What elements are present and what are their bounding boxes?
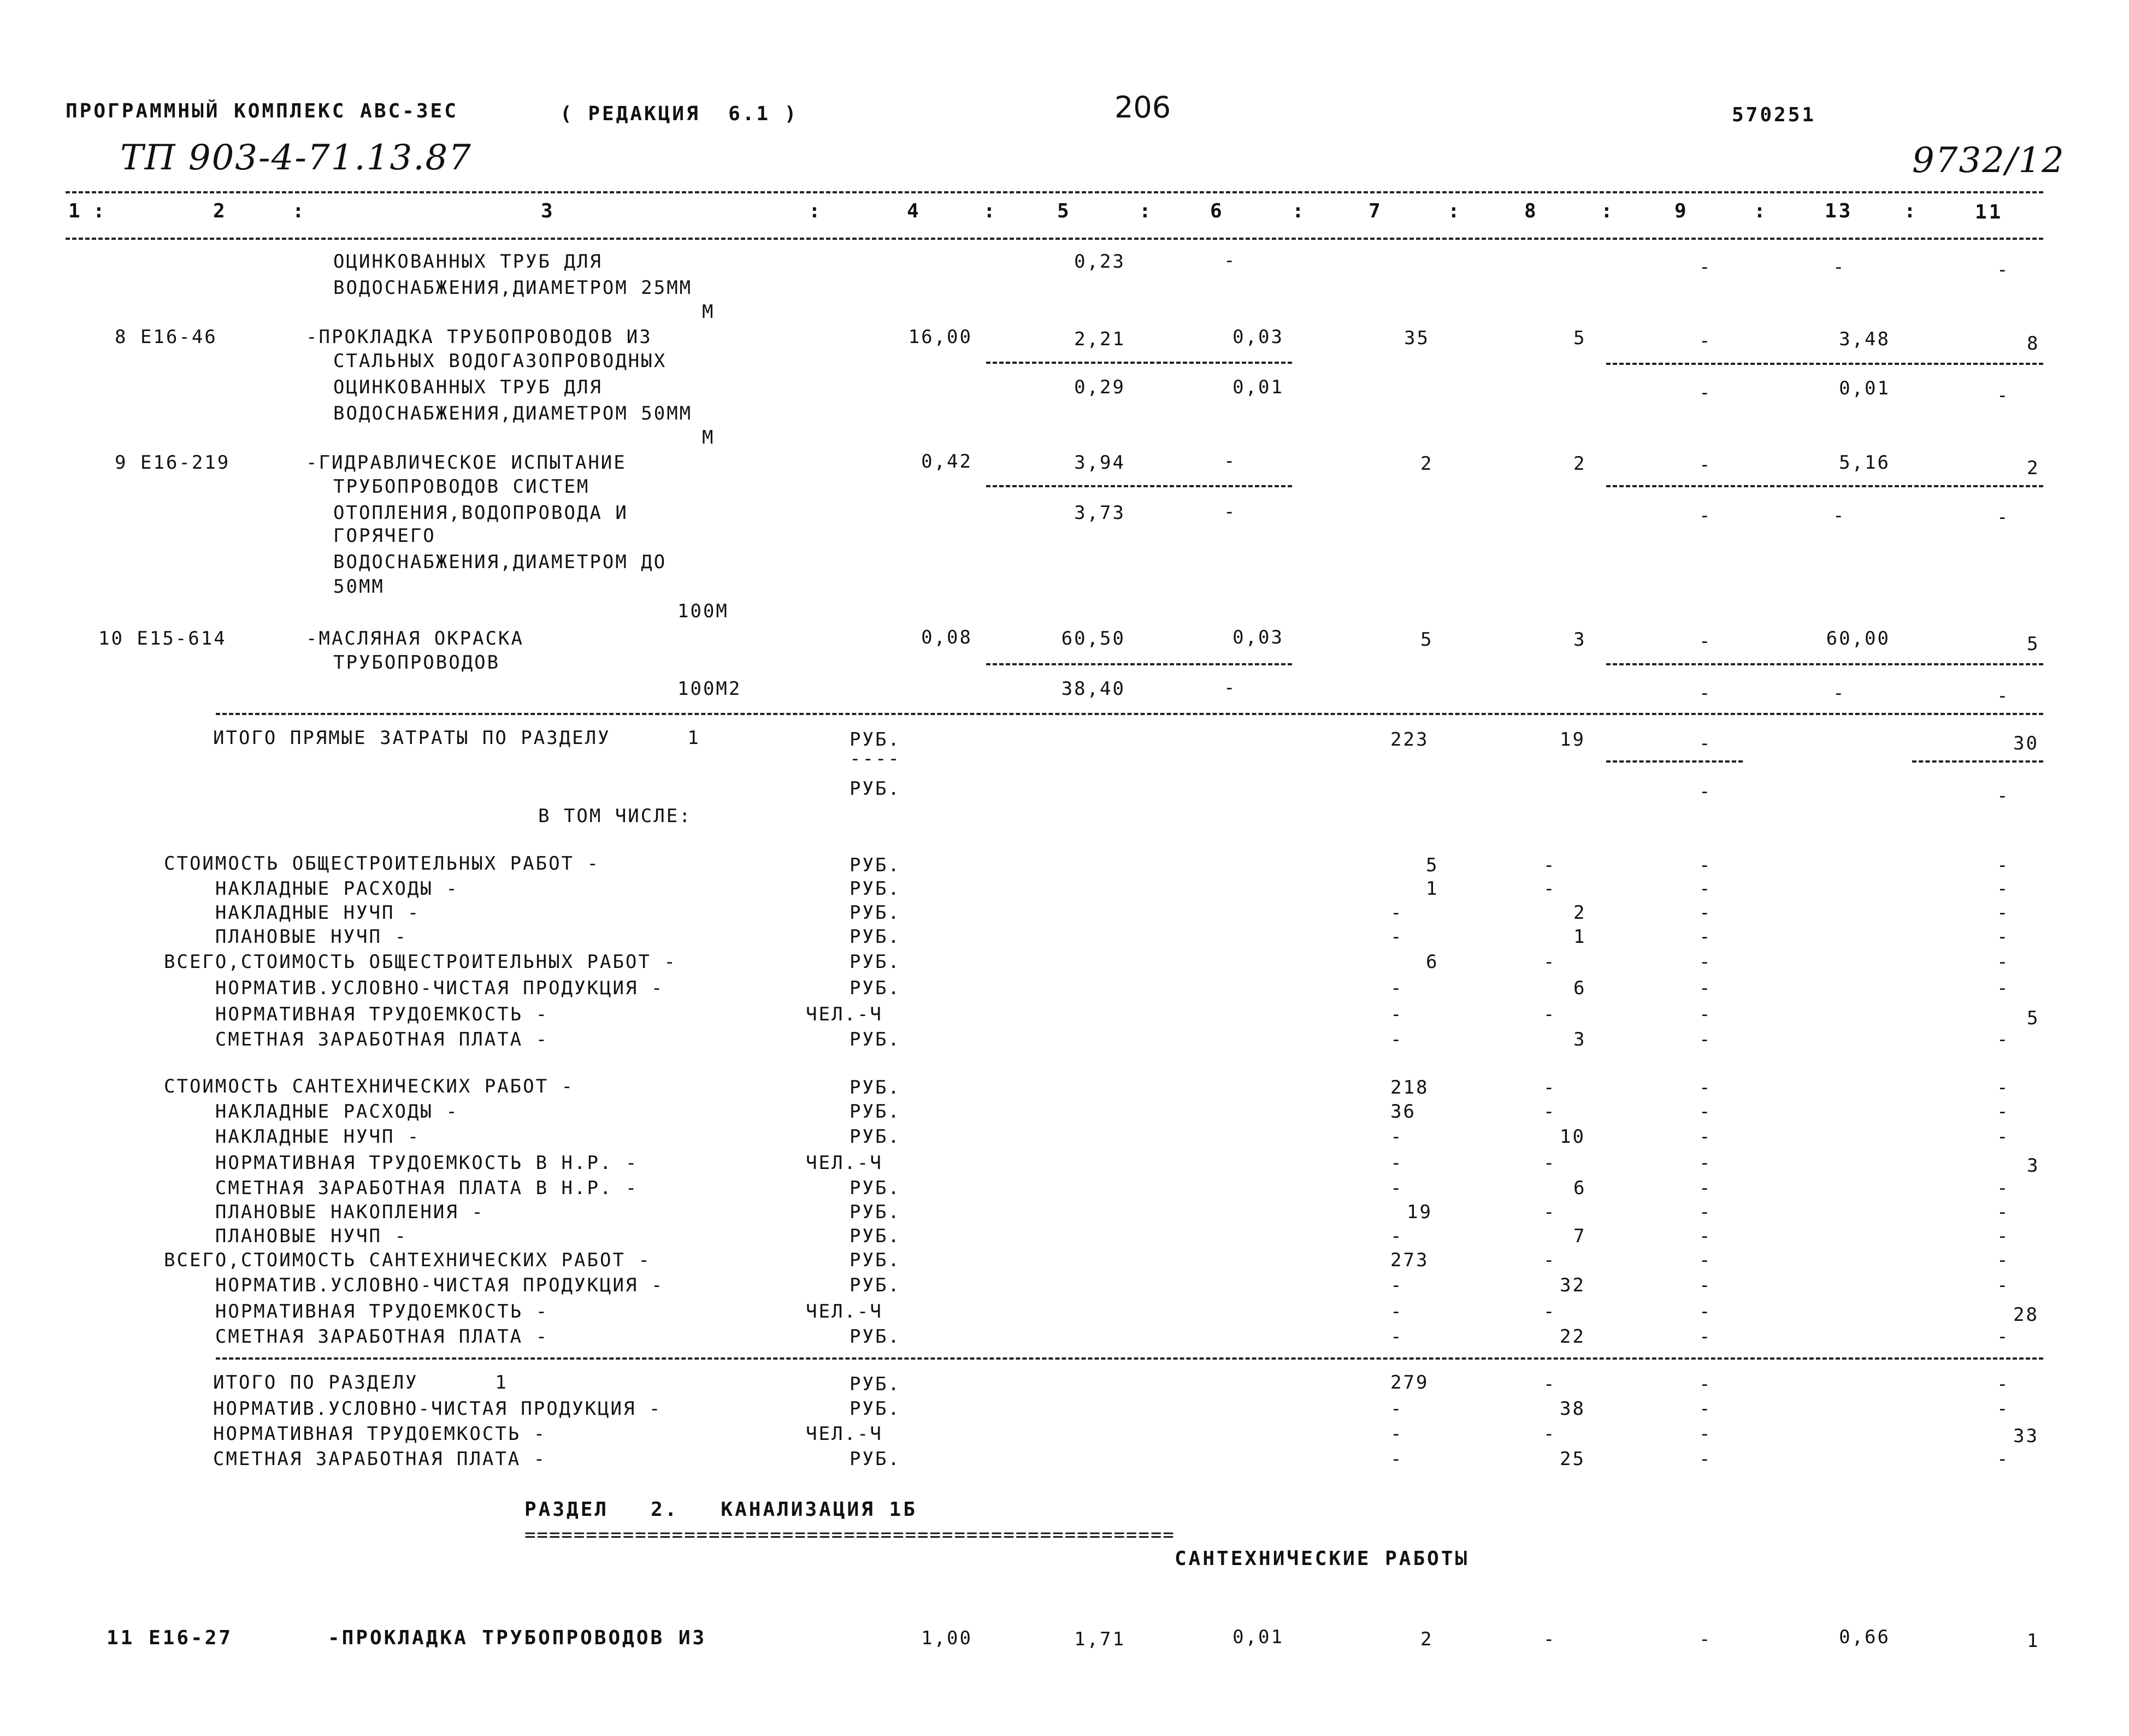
cell-c8: - [1543, 854, 1556, 876]
section-divider [216, 713, 2043, 715]
cell-c11: - [1997, 785, 2010, 807]
including-label: В ТОМ ЧИСЛЕ: [538, 805, 692, 827]
cell-c9: - [1699, 1101, 1712, 1123]
subrow-divider [1606, 363, 2043, 365]
cell-c11: - [1997, 385, 2010, 406]
cell-c7: - [1390, 926, 1403, 948]
cell-c8: 5 [1573, 327, 1587, 349]
item-label: НАКЛАДНЫЕ НУЧП - [164, 902, 421, 924]
cell-c11: - [1997, 685, 2010, 707]
cell-c9: - [1699, 1225, 1712, 1247]
doc-id-handwritten: ТП 903-4-71.13.87 [120, 138, 472, 178]
cell-c11: 8 [2027, 333, 2040, 355]
col-6: 6 [1210, 200, 1224, 222]
cell-c7: 1 [1426, 878, 1439, 900]
cell-c11: 5 [2027, 1007, 2040, 1029]
cell-c11: - [1997, 1373, 2010, 1395]
cell-c11: - [1997, 1101, 2010, 1123]
cell-c8: - [1543, 1201, 1556, 1223]
cell-c8: 22 [1560, 1326, 1585, 1348]
item-unit: ЧЕЛ.-Ч [806, 1152, 883, 1174]
col-sep: : [93, 200, 107, 222]
item-unit: РУБ. [850, 1274, 901, 1296]
cell-c9: - [1699, 854, 1712, 876]
cell-c11: - [1997, 1077, 2010, 1099]
item-label: НАКЛАДНЫЕ НУЧП - [164, 1126, 421, 1148]
cell-c5: 3,94 [1074, 452, 1125, 474]
row-desc: -ГИДРАВЛИЧЕСКОЕ ИСПЫТАНИЕ [306, 452, 627, 474]
cell-c11: 28 [2013, 1304, 2039, 1326]
cell-c8: 38 [1560, 1398, 1585, 1420]
cell-c11: - [1997, 926, 2010, 948]
cell-c7: 19 [1407, 1201, 1432, 1223]
subrow-divider [986, 663, 1292, 665]
cell-c9: - [1699, 1249, 1712, 1271]
cell-c7: - [1390, 1326, 1403, 1348]
cell-c10: 0,66 [1839, 1626, 1890, 1648]
row-number: 8 Е16-46 [115, 326, 217, 348]
col-11: 11 [1975, 201, 2003, 223]
item-unit: ЧЕЛ.-Ч [806, 1423, 883, 1445]
cell-c6: 0,01 [1232, 1626, 1284, 1648]
item-unit: РУБ. [850, 1448, 901, 1470]
cell-c7: - [1390, 1177, 1403, 1199]
cell-c7: 6 [1426, 951, 1439, 973]
cell-c9: - [1699, 1177, 1712, 1199]
item-label: НОРМАТИВНАЯ ТРУДОЕМКОСТЬ - [164, 1003, 549, 1025]
cell-c11: - [1997, 1249, 2010, 1271]
col-sep: : [1139, 200, 1153, 222]
cell-c8: 1 [1573, 926, 1587, 948]
cell-c8: 6 [1573, 977, 1587, 999]
cell-c6: 0,03 [1232, 326, 1284, 348]
cell-c10: - [1833, 256, 1846, 278]
cell-c5: 2,21 [1074, 328, 1125, 350]
item-unit: РУБ. [850, 926, 901, 948]
subrow-divider [1606, 663, 2043, 665]
item-label: НОРМАТИВ.УСЛОВНО-ЧИСТАЯ ПРОДУКЦИЯ - [164, 977, 664, 999]
item-unit: РУБ. [850, 977, 901, 999]
cell-c8: 3 [1573, 629, 1587, 651]
col-sep: : [1601, 200, 1615, 222]
row-desc: ВОДОСНАБЖЕНИЯ,ДИАМЕТРОМ ДО [333, 551, 667, 573]
cell-c7: - [1390, 1301, 1403, 1322]
cell-c8: - [1543, 1628, 1556, 1650]
item-unit: РУБ. [850, 1077, 901, 1099]
cell-c9: - [1699, 902, 1712, 924]
cell-c11: - [1997, 506, 2010, 528]
unit-label: РУБ. [850, 729, 901, 751]
cell-c7: - [1390, 1274, 1403, 1296]
cell-c9: - [1699, 951, 1712, 973]
cell-c7: 35 [1404, 327, 1430, 349]
cell-c7: 2 [1420, 1628, 1434, 1650]
cell-c9: - [1699, 505, 1712, 527]
cell-c11: - [1997, 854, 2010, 876]
cell-c11: 1 [2027, 1630, 2040, 1652]
cell-c4: 0,42 [921, 451, 972, 473]
cell-c8: - [1543, 1077, 1556, 1099]
cell-c11: - [1997, 1029, 2010, 1050]
header-separator [66, 238, 2043, 240]
cell-c5: 38,40 [1061, 678, 1125, 700]
section-divider [216, 1357, 2043, 1360]
cell-c11: - [1997, 1398, 2010, 1420]
col-3: 3 [541, 200, 555, 222]
cell-c7: - [1390, 1152, 1403, 1174]
row-desc: ВОДОСНАБЖЕНИЯ,ДИАМЕТРОМ 25ММ [333, 277, 693, 299]
edition-label: ( РЕДАКЦИЯ 6.1 ) [560, 103, 799, 125]
col-1: 1 [68, 200, 82, 222]
item-unit: РУБ. [850, 1201, 901, 1223]
item-label: НОРМАТИВНАЯ ТРУДОЕМКОСТЬ - [164, 1301, 549, 1322]
row-desc: -ПРОКЛАДКА ТРУБОПРОВОДОВ ИЗ [306, 326, 652, 348]
cell-c11: 30 [2013, 733, 2039, 754]
item-label: СМЕТНАЯ ЗАРАБОТНАЯ ПЛАТА В Н.Р. - [164, 1177, 639, 1199]
cell-c10: - [1833, 682, 1846, 704]
cell-c8: - [1543, 1423, 1556, 1445]
cell-c9: - [1699, 1274, 1712, 1296]
cell-c6: - [1224, 450, 1237, 472]
item-label: ВСЕГО,СТОИМОСТЬ ОБЩЕСТРОИТЕЛЬНЫХ РАБОТ - [164, 951, 677, 973]
col-2: 2 [213, 200, 227, 222]
item-unit: РУБ. [850, 854, 901, 876]
cell-c8: - [1543, 951, 1556, 973]
cell-c5: 3,73 [1074, 502, 1125, 524]
cell-c11: - [1997, 902, 2010, 924]
cell-c9: - [1699, 1373, 1712, 1395]
col-sep: : [1292, 200, 1306, 222]
cell-c5: 0,29 [1074, 376, 1125, 398]
cell-c8: 7 [1573, 1225, 1587, 1247]
cell-c8: - [1543, 1003, 1556, 1025]
cell-c9: - [1699, 682, 1712, 704]
row-desc: -МАСЛЯНАЯ ОКРАСКА [306, 628, 524, 649]
cell-c11: - [1997, 259, 2010, 281]
item-unit: РУБ. [850, 878, 901, 900]
cell-c9: - [1699, 1326, 1712, 1348]
cell-c10: 3,48 [1839, 328, 1890, 350]
item-unit: РУБ. [850, 1249, 901, 1271]
cell-c8: 3 [1573, 1029, 1587, 1050]
inventory-handwritten: 9732/12 [1912, 140, 2065, 181]
cell-c7: - [1390, 1423, 1403, 1445]
item-unit: РУБ. [850, 1126, 901, 1148]
title-underline [66, 191, 2043, 193]
subrow-divider [1912, 760, 2043, 763]
row-desc: ОЦИНКОВАННЫХ ТРУБ ДЛЯ [333, 251, 603, 273]
cell-c8: - [1543, 1373, 1556, 1395]
cell-c6: - [1224, 677, 1237, 699]
cell-c9: - [1699, 1301, 1712, 1322]
item-label: СМЕТНАЯ ЗАРАБОТНАЯ ПЛАТА - [164, 1326, 549, 1348]
cell-c11: - [1997, 1177, 2010, 1199]
cell-c7: - [1390, 1126, 1403, 1148]
col-7: 7 [1369, 200, 1383, 222]
item-unit: ЧЕЛ.-Ч [806, 1301, 883, 1322]
subrow-divider [986, 485, 1292, 487]
cell-c9: - [1699, 1152, 1712, 1174]
cell-c8: - [1543, 1152, 1556, 1174]
cell-c9: - [1699, 878, 1712, 900]
unit-dash: ---- [850, 748, 901, 770]
cell-c5: 0,23 [1074, 251, 1125, 273]
cell-c9: - [1699, 1448, 1712, 1470]
cell-c9: - [1699, 382, 1712, 404]
row-unit: 100М2 [677, 678, 742, 700]
cell-c7: 273 [1390, 1249, 1429, 1271]
cell-c4: 0,08 [921, 627, 972, 648]
cell-c10: 0,01 [1839, 377, 1890, 399]
row-desc: ОТОПЛЕНИЯ,ВОДОПРОВОДА И [333, 502, 628, 524]
item-label: НОРМАТИВНАЯ ТРУДОЕМКОСТЬ - [213, 1423, 547, 1445]
cell-c7: - [1390, 977, 1403, 999]
cell-c10: 60,00 [1826, 628, 1890, 649]
item-label: НОРМАТИВ.УСЛОВНО-ЧИСТАЯ ПРОДУКЦИЯ - [213, 1398, 662, 1420]
cell-c9: - [1699, 1029, 1712, 1050]
cell-c8: - [1543, 1101, 1556, 1123]
item-unit: РУБ. [850, 1225, 901, 1247]
item-label: ПЛАНОВЫЕ НУЧП - [164, 926, 408, 948]
cell-c9: - [1699, 977, 1712, 999]
cell-c5: 60,50 [1061, 628, 1125, 649]
item-unit: РУБ. [850, 1398, 901, 1420]
cell-c4: 1,00 [921, 1627, 972, 1649]
cell-c8: 10 [1560, 1126, 1585, 1148]
cell-c7: 218 [1390, 1077, 1429, 1099]
col-10: 13 [1825, 200, 1853, 222]
unit-label: РУБ. [850, 778, 901, 800]
item-label: ПЛАНОВЫЕ НАКОПЛЕНИЯ - [164, 1201, 485, 1223]
cell-c9: - [1699, 1201, 1712, 1223]
cell-c7: 2 [1420, 453, 1434, 475]
cell-c9: - [1699, 1423, 1712, 1445]
cell-c10: - [1833, 505, 1846, 527]
item-unit: РУБ. [850, 951, 901, 973]
cell-c11: 3 [2027, 1155, 2040, 1177]
item-label: НАКЛАДНЫЕ РАСХОДЫ - [164, 878, 459, 900]
item-label: ПЛАНОВЫЕ НУЧП - [164, 1225, 408, 1247]
item-unit: РУБ. [850, 1177, 901, 1199]
cell-c11: - [1997, 1225, 2010, 1247]
cell-c11: - [1997, 1326, 2010, 1348]
cell-c11: - [1997, 1448, 2010, 1470]
cell-c7: 5 [1420, 629, 1434, 651]
item-label: СМЕТНАЯ ЗАРАБОТНАЯ ПЛАТА - [164, 1029, 549, 1050]
item-unit: РУБ. [850, 1326, 901, 1348]
cell-c6: - [1224, 501, 1237, 523]
cell-c7: 223 [1390, 729, 1429, 751]
row-desc: ТРУБОПРОВОДОВ СИСТЕМ [333, 476, 590, 498]
row-number: 10 Е15-614 [98, 628, 227, 649]
cell-c5: 1,71 [1074, 1628, 1125, 1650]
col-sep: : [983, 200, 998, 222]
cell-c11: - [1997, 1126, 2010, 1148]
cell-c9: - [1699, 630, 1712, 652]
row-desc: ВОДОСНАБЖЕНИЯ,ДИАМЕТРОМ 50ММ [333, 403, 693, 424]
item-unit: РУБ. [850, 1373, 901, 1395]
col-4: 4 [907, 200, 921, 222]
cell-c6: - [1224, 250, 1237, 271]
cell-c7: 36 [1390, 1101, 1416, 1123]
cell-c9: - [1699, 330, 1712, 352]
item-unit: ЧЕЛ.-Ч [806, 1003, 883, 1025]
cell-c9: - [1699, 733, 1712, 754]
row-desc: ТРУБОПРОВОДОВ [333, 652, 500, 674]
item-label: СМЕТНАЯ ЗАРАБОТНАЯ ПЛАТА - [213, 1448, 547, 1470]
item-label: ИТОГО ПО РАЗДЕЛУ 1 [213, 1372, 508, 1393]
item-unit: РУБ. [850, 1029, 901, 1050]
cell-c8: 25 [1560, 1448, 1585, 1470]
cell-c9: - [1699, 1398, 1712, 1420]
code-number: 570251 [1732, 104, 1817, 126]
direct-costs-label: ИТОГО ПРЯМЫЕ ЗАТРАТЫ ПО РАЗДЕЛУ 1 [213, 727, 700, 749]
item-unit: РУБ. [850, 1101, 901, 1123]
col-sep: : [1754, 200, 1768, 222]
row-number: 11 Е16-27 [107, 1627, 233, 1649]
cell-c9: - [1699, 1077, 1712, 1099]
subrow-divider [986, 362, 1292, 364]
col-5: 5 [1057, 200, 1071, 222]
cell-c11: - [1997, 1201, 2010, 1223]
item-label: НОРМАТИВ.УСЛОВНО-ЧИСТАЯ ПРОДУКЦИЯ - [164, 1274, 664, 1296]
item-label: СТОИМОСТЬ САНТЕХНИЧЕСКИХ РАБОТ - [164, 1076, 575, 1097]
cell-c11: 2 [2027, 457, 2040, 479]
section-2-subtitle: САНТЕХНИЧЕСКИЕ РАБОТЫ [1175, 1548, 1470, 1570]
cell-c6: 0,01 [1232, 376, 1284, 398]
col-8: 8 [1524, 200, 1538, 222]
cell-c9: - [1699, 1628, 1712, 1650]
row-unit: М [702, 301, 715, 323]
col-sep: : [1904, 200, 1918, 222]
cell-c8: - [1543, 1301, 1556, 1322]
item-label: ВСЕГО,СТОИМОСТЬ САНТЕХНИЧЕСКИХ РАБОТ - [164, 1249, 651, 1271]
cell-c7: - [1390, 1003, 1403, 1025]
col-sep: : [292, 200, 306, 222]
cell-c9: - [1699, 1126, 1712, 1148]
row-desc: 50ММ [333, 576, 385, 598]
col-9: 9 [1674, 200, 1689, 222]
cell-c7: - [1390, 902, 1403, 924]
cell-c11: - [1997, 1274, 2010, 1296]
cell-c8: 19 [1560, 729, 1585, 751]
cell-c8: 2 [1573, 902, 1587, 924]
cell-c7: 279 [1390, 1372, 1429, 1393]
row-unit: 100М [677, 600, 729, 622]
row-desc: ГОРЯЧЕГО [333, 525, 436, 547]
cell-c11: - [1997, 951, 2010, 973]
cell-c11: 5 [2027, 633, 2040, 655]
col-sep: : [1448, 200, 1462, 222]
cell-c4: 16,00 [908, 326, 972, 348]
cell-c8: 6 [1573, 1177, 1587, 1199]
program-title: ПРОГРАММНЫЙ КОМПЛЕКС АВС-ЗЕС [66, 100, 458, 122]
cell-c7: - [1390, 1225, 1403, 1247]
cell-c6: 0,03 [1232, 627, 1284, 648]
row-unit: М [702, 427, 715, 448]
row-desc: ОЦИНКОВАННЫХ ТРУБ ДЛЯ [333, 376, 603, 398]
cell-c8: 32 [1560, 1274, 1585, 1296]
cell-c7: - [1390, 1029, 1403, 1050]
item-label: НАКЛАДНЫЕ РАСХОДЫ - [164, 1101, 459, 1123]
section-2-title: РАЗДЕЛ 2. КАНАЛИЗАЦИЯ 1Б [524, 1498, 917, 1521]
cell-c8: - [1543, 878, 1556, 900]
cell-c9: - [1699, 781, 1712, 802]
cell-c9: - [1699, 256, 1712, 278]
item-label: НОРМАТИВНАЯ ТРУДОЕМКОСТЬ В Н.Р. - [164, 1152, 639, 1174]
subrow-divider [1606, 760, 1743, 763]
item-label: СТОИМОСТЬ ОБЩЕСТРОИТЕЛЬНЫХ РАБОТ - [164, 853, 600, 875]
cell-c10: 5,16 [1839, 452, 1890, 474]
cell-c9: - [1699, 926, 1712, 948]
cell-c7: - [1390, 1398, 1403, 1420]
row-desc: -ПРОКЛАДКА ТРУБОПРОВОДОВ ИЗ [328, 1627, 707, 1649]
cell-c9: - [1699, 1003, 1712, 1025]
col-sep: : [809, 200, 823, 222]
row-number: 9 Е16-219 [115, 452, 231, 474]
cell-c7: - [1390, 1448, 1403, 1470]
subrow-divider [1606, 485, 2043, 487]
cell-c9: - [1699, 454, 1712, 476]
cell-c11: - [1997, 977, 2010, 999]
page-number: 206 [1114, 90, 1171, 125]
cell-c7: 5 [1426, 854, 1439, 876]
cell-c8: - [1543, 1249, 1556, 1271]
cell-c11: 33 [2013, 1425, 2039, 1447]
item-unit: РУБ. [850, 902, 901, 924]
section-2-underline: ===================================================== [524, 1524, 1175, 1546]
row-desc: СТАЛЬНЫХ ВОДОГАЗОПРОВОДНЫХ [333, 350, 667, 372]
cell-c11: - [1997, 878, 2010, 900]
cell-c8: 2 [1573, 453, 1587, 475]
